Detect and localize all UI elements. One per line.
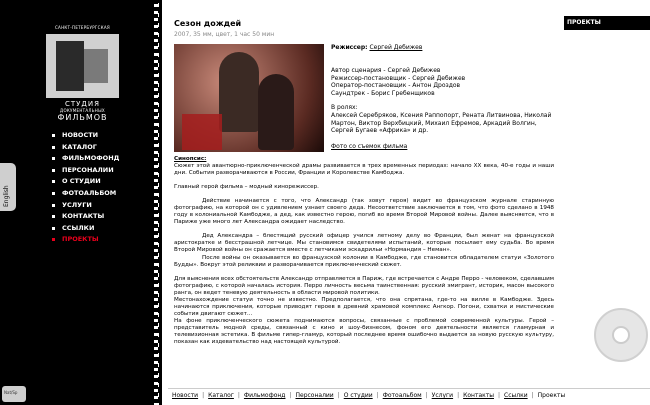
nav-bullet <box>52 227 55 230</box>
nav-item-catalog[interactable] <box>52 143 147 155</box>
nav-bullet <box>52 169 55 172</box>
film-strip-perforations <box>154 0 158 405</box>
nav-bullet <box>52 146 55 149</box>
footer-link-people[interactable]: Персоналии <box>295 392 334 399</box>
synopsis-paragraph: Главный герой фильма – модный кинорежиссер. <box>174 184 319 191</box>
footer-link-news[interactable]: Новости <box>172 392 199 399</box>
logo-line-3: ФИЛЬМОВ <box>57 113 108 122</box>
film-strip-divider <box>150 0 162 405</box>
crew-line: Автор сценария - Сергей Дебижев <box>331 66 441 74</box>
synopsis-paragraph: Для выяснения всех обстоятельств Александр отправляется в Париж, где встречается с Андре Перро - человеком, сделавшим фотографию, с которой началась история. Перро личность весьма таинственная: русский эмигрант, историк, масон высокого ранга, он ведет теневую деятельность в области мировой политики. <box>174 275 554 296</box>
synopsis-paragraph: Сюжет этой авантюрно-приключенческой драмы развивается в трех временных периодах: начало XX века, 40-е годы и наши дни. События разворачиваются в России, Франции и Королевстве Камбоджа. <box>174 163 554 177</box>
reel-hub <box>612 326 630 344</box>
director-label: Режиссер: <box>331 44 368 51</box>
footer-link-film-archive[interactable]: Фильмофонд <box>243 392 286 399</box>
nav-item-label[interactable]: О СТУДИИ <box>62 177 101 186</box>
footer-link-photo-album[interactable]: Фотоальбом <box>382 392 422 399</box>
synopsis-paragraph: Местонахождение статуи точно не известно. Предполагается, что она спрятана, где-то на вилле в Камбодже. Здесь начинаются приключения, которые приводят героев в древний храмовой комплекс Ангкор. Погони, схватки и мистические события двигают сюжет… <box>174 296 554 317</box>
logo-line-1: СТУДИЯ <box>65 100 100 108</box>
spacer <box>174 269 554 276</box>
section-header <box>564 16 650 30</box>
photo-red-element <box>182 114 222 150</box>
logo-graphic <box>46 34 119 98</box>
nav-item-people[interactable] <box>52 166 147 178</box>
partner-logo-text: Nat/Sp <box>4 390 18 395</box>
footer-link-links[interactable]: Ссылки <box>504 392 528 399</box>
synopsis <box>174 156 554 346</box>
nav-bullet <box>52 204 55 207</box>
footer-separator: | <box>376 392 379 399</box>
page-title: Сезон дождей <box>174 19 242 28</box>
nav-item-label[interactable]: ССЫЛКИ <box>62 223 95 232</box>
footer-divider <box>168 388 650 389</box>
nav-item-label[interactable]: ПЕРСОНАЛИИ <box>62 165 114 174</box>
cast-list: Алексей Серебряков, Ксения Раппопорт, Рената Литвинова, Николай Мартон, Виктор Верхбицкий, Михаил Ефремов, Аркадий Волгин, Сергей Бугаев «Африка» и др. <box>331 111 552 135</box>
main-nav <box>52 131 147 247</box>
footer-separator: | <box>425 392 428 399</box>
film-credits <box>331 44 555 135</box>
nav-item-label[interactable]: КОНТАКТЫ <box>62 212 105 221</box>
nav-item-label[interactable]: ПРОЕКТЫ <box>62 235 99 244</box>
nav-item-news[interactable] <box>52 131 147 143</box>
nav-item-photo-album[interactable] <box>52 189 147 201</box>
crew-line: Режиссер-постановщик - Сергей Дебижев <box>331 74 466 82</box>
nav-item-label[interactable]: НОВОСТИ <box>62 131 99 139</box>
footer-link-services[interactable]: Услуги <box>431 392 454 399</box>
nav-item-about[interactable] <box>52 177 147 189</box>
language-label[interactable]: English <box>3 185 10 207</box>
footer-separator: | <box>237 392 240 399</box>
nav-bullet <box>52 157 55 160</box>
film-info: 2007, 35 мм, цвет, 1 час 50 мин <box>174 31 275 38</box>
footer-separator: | <box>289 392 292 399</box>
director-line <box>331 44 555 52</box>
synopsis-paragraph: Дед Александра – блестящий русский офицер учился летному делу во Франции, был женат на французской аристократке и бесстрашной летчице. Мы становимся свидетелями испытаний, которые посылает ему судьба. Во время Второй Мировой войны он сражается вместе с летчиками эскадрильи «Нормандия – Неман». <box>174 233 554 254</box>
footer-link-contacts[interactable]: Контакты <box>463 392 494 399</box>
synopsis-heading: Синопсис: <box>174 156 207 162</box>
section-header-label: ПРОЕКТЫ <box>567 19 601 26</box>
spacer <box>331 52 555 67</box>
nav-item-projects[interactable] <box>52 235 147 247</box>
footer-separator: | <box>457 392 460 399</box>
language-switch-english[interactable] <box>0 163 16 211</box>
logo-mid-shape <box>84 49 108 83</box>
nav-bullet <box>52 215 55 218</box>
logo-dark-shape <box>56 41 84 91</box>
photo-figure <box>258 74 294 150</box>
nav-item-links[interactable] <box>52 224 147 236</box>
film-still-photo <box>174 44 324 152</box>
crew-line: Саундтрек - Борис Гребенщиков <box>331 90 435 98</box>
synopsis-paragraph: На фоне приключенческого сюжета поднимаются вопросы, связанные с проблемой современной культуры. Герой – представитель модной среды, связанный с кино и шоу-бизнесом, фоном его деятельности является гламурная и телевизионная эстетика. В фильме гипер-гламур, который последнее время ошибочно выдается за новую русскую культуру, показан как издевательство над настоящей культурой. <box>174 317 554 346</box>
synopsis-paragraph: Действие начинается с того, что Александр (так зовут героя) видит во французском журнале старинную фотографию, на которой он с удивлением узнает своего деда. Несоответствие заключается в том, что фото сделано в 1948 году в колониальной Камбодже, а дед, как известно герою, погиб во время Второй Мировой войны. Далее выясняется, что в Париже уже много лет Александра ожидает наследство. <box>174 198 554 226</box>
footer-separator: | <box>337 392 340 399</box>
nav-item-film-archive[interactable] <box>52 154 147 166</box>
studio-logo[interactable] <box>46 25 119 123</box>
footer-separator: | <box>202 392 205 399</box>
footer-link-projects[interactable]: Проекты <box>537 392 566 399</box>
footer-nav <box>172 392 650 399</box>
photo-figure <box>219 52 259 132</box>
footer-separator: | <box>498 392 501 399</box>
footer-link-about[interactable]: О студии <box>343 392 373 399</box>
photo-gallery-link[interactable]: Фото со съемок фильма <box>331 143 408 150</box>
director-link[interactable]: Сергей Дебижев <box>369 44 423 51</box>
film-reel-decoration <box>574 298 650 378</box>
nav-item-label[interactable]: ФИЛЬМОФОНД <box>62 154 120 163</box>
nav-bullet <box>52 238 55 241</box>
footer-separator: | <box>531 392 534 399</box>
nav-item-contacts[interactable] <box>52 212 147 224</box>
nav-item-label[interactable]: КАТАЛОГ <box>62 142 97 151</box>
logo-line-2: ДОКУМЕНТАЛЬНЫХ <box>60 108 105 113</box>
synopsis-paragraph: После войны он оказывается во французской колонии в Камбодже, где становится обладателем статуи «Золотого Будды». Вокруг этой реликвии и разворачивается приключенческий сюжет. <box>174 254 554 268</box>
cast-label: В ролях: <box>331 103 358 111</box>
nav-item-label[interactable]: УСЛУГИ <box>62 200 92 209</box>
nav-bullet <box>52 180 55 183</box>
footer-link-catalog[interactable]: Каталог <box>208 392 234 399</box>
partner-logo[interactable] <box>2 386 26 402</box>
nav-item-services[interactable] <box>52 201 147 213</box>
crew-line: Оператор-постановщик - Антон Дроздов <box>331 82 461 90</box>
nav-item-label[interactable]: ФОТОАЛЬБОМ <box>62 188 117 197</box>
nav-bullet <box>52 134 55 137</box>
logo-top-line: САНКТ-ПЕТЕРБУРГСКАЯ <box>54 25 111 30</box>
nav-bullet <box>52 192 55 195</box>
sidebar <box>0 0 150 405</box>
